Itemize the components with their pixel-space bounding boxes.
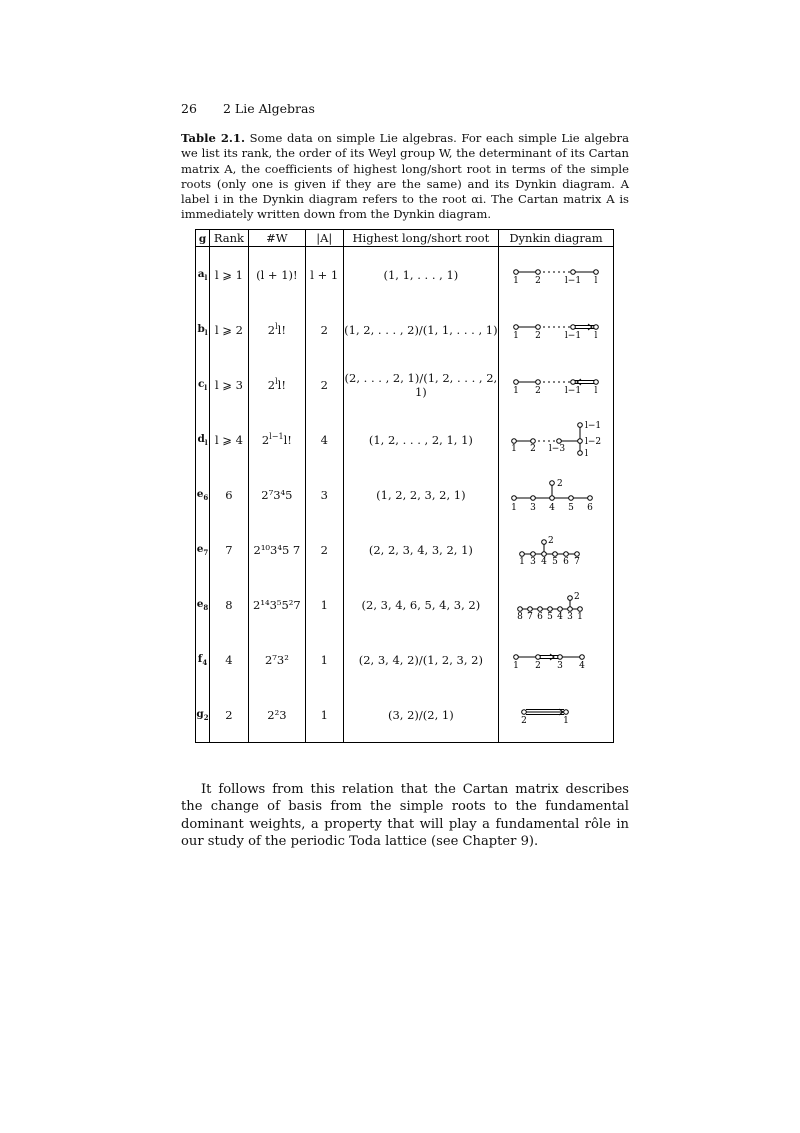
- dynkin-node: [514, 269, 519, 274]
- dynkin-label: 7: [527, 611, 533, 622]
- dynkin-node: [571, 324, 576, 329]
- dynkin-node: [550, 495, 555, 500]
- dynkin-label: l−1: [564, 275, 582, 286]
- dynkin-node: [536, 324, 541, 329]
- highest-root-cell: (1, 2, . . . , 2)/(1, 1, . . . , 1): [343, 302, 498, 357]
- dynkin-label: 2: [535, 385, 541, 396]
- dynkin-node: [514, 379, 519, 384]
- rank-cell: l ⩾ 1: [209, 247, 248, 303]
- dynkin-diagram: [504, 262, 608, 288]
- dynkin-node: [512, 438, 517, 443]
- dynkin-label: l: [585, 448, 588, 459]
- dynkin-label: 1: [511, 443, 517, 454]
- table-header-row: [196, 230, 614, 247]
- dynkin-node: [575, 551, 580, 556]
- dynkin-node: [558, 654, 563, 659]
- dynkin-label: l: [594, 385, 598, 396]
- dynkin-label: 2: [535, 660, 541, 671]
- dynkin-label: 3: [567, 611, 573, 622]
- dynkin-diagram: [504, 532, 608, 568]
- dynkin-label: 6: [537, 611, 543, 622]
- dynkin-label: 4: [541, 556, 547, 567]
- dynkin-arrow: [588, 324, 592, 330]
- dynkin-label: 2: [557, 478, 563, 489]
- dynkin-cell: [499, 247, 614, 303]
- dynkin-node: [514, 324, 519, 329]
- table-row: [196, 632, 614, 687]
- dynkin-node: [580, 654, 585, 659]
- dynkin-node: [520, 551, 525, 556]
- dynkin-node: [569, 495, 574, 500]
- dynkin-label: 1: [577, 611, 583, 622]
- dynkin-cell: [499, 412, 614, 467]
- highest-root-cell: (2, 3, 4, 2)/(1, 2, 3, 2): [343, 632, 498, 687]
- col-header: Rank: [209, 230, 248, 247]
- dynkin-label: 6: [563, 556, 569, 567]
- table-row: [196, 357, 614, 412]
- dynkin-diagram: [504, 317, 608, 343]
- rank-cell: 2: [209, 687, 248, 743]
- table-row: [196, 577, 614, 632]
- dynkin-cell: [499, 357, 614, 412]
- col-header: Highest long/short root: [343, 230, 498, 247]
- determinant-cell: 2: [305, 522, 343, 577]
- col-header: |A|: [305, 230, 343, 247]
- table-row: [196, 467, 614, 522]
- dynkin-node: [538, 606, 543, 611]
- highest-root-cell: (2, 2, 3, 4, 3, 2, 1): [343, 522, 498, 577]
- dynkin-cell: [499, 522, 614, 577]
- determinant-cell: 3: [305, 467, 343, 522]
- weyl-order-cell: 2⁷3²: [248, 632, 305, 687]
- determinant-cell: 2: [305, 302, 343, 357]
- dynkin-label: 3: [557, 660, 563, 671]
- dynkin-node: [512, 495, 517, 500]
- dynkin-label: 2: [574, 591, 580, 602]
- dynkin-node: [518, 606, 523, 611]
- dynkin-diagram: [504, 476, 608, 514]
- dynkin-label: l−2: [585, 436, 602, 447]
- weyl-order-cell: 2$^l$l!: [248, 357, 305, 412]
- dynkin-node: [531, 551, 536, 556]
- dynkin-node: [594, 269, 599, 274]
- dynkin-label: 1: [513, 385, 519, 396]
- dynkin-label: 8: [517, 611, 523, 622]
- algebra-cell: $e_6$: [196, 467, 210, 522]
- dynkin-cell: [499, 467, 614, 522]
- dynkin-node: [536, 269, 541, 274]
- dynkin-node: [588, 495, 593, 500]
- highest-root-cell: (2, 3, 4, 6, 5, 4, 3, 2): [343, 577, 498, 632]
- dynkin-node: [553, 551, 558, 556]
- highest-root-cell: (1, 2, . . . , 2, 1, 1): [343, 412, 498, 467]
- dynkin-label: l−3: [548, 443, 566, 454]
- dynkin-node: [528, 606, 533, 611]
- dynkin-cell: [499, 302, 614, 357]
- dynkin-node: [522, 709, 527, 714]
- dynkin-label: 6: [587, 502, 593, 513]
- weyl-order-cell: 2⁷3⁴5: [248, 467, 305, 522]
- dynkin-label: 1: [513, 275, 519, 286]
- rank-cell: 6: [209, 467, 248, 522]
- dynkin-node: [531, 438, 536, 443]
- dynkin-diagram: [504, 587, 608, 623]
- caption-label: Table 2.1.: [181, 131, 246, 145]
- table-row: [196, 522, 614, 577]
- table-row: [196, 247, 614, 303]
- rank-cell: l ⩾ 3: [209, 357, 248, 412]
- dynkin-label: l−1: [564, 385, 582, 396]
- dynkin-node: [558, 606, 563, 611]
- dynkin-node: [578, 438, 583, 443]
- dynkin-label: l: [594, 275, 598, 286]
- dynkin-label: 1: [511, 502, 517, 513]
- dynkin-label: 2: [535, 275, 541, 286]
- dynkin-cell: [499, 687, 614, 743]
- dynkin-label: 2: [521, 715, 527, 726]
- rank-cell: 7: [209, 522, 248, 577]
- determinant-cell: 1: [305, 632, 343, 687]
- dynkin-node: [536, 654, 541, 659]
- chapter-title: 2 Lie Algebras: [223, 101, 315, 116]
- dynkin-node: [564, 709, 569, 714]
- running-header: [181, 101, 315, 116]
- determinant-cell: 2: [305, 357, 343, 412]
- dynkin-label: 1: [519, 556, 525, 567]
- dynkin-label: l−1: [564, 330, 582, 341]
- dynkin-node: [531, 495, 536, 500]
- dynkin-diagram: [504, 702, 608, 728]
- algebra-cell: $a_l$: [196, 247, 210, 303]
- dynkin-node: [564, 551, 569, 556]
- highest-root-cell: (1, 1, . . . , 1): [343, 247, 498, 303]
- weyl-order-cell: (l + 1)!: [248, 247, 305, 303]
- dynkin-node: [571, 379, 576, 384]
- determinant-cell: 1: [305, 687, 343, 743]
- dynkin-node: [548, 606, 553, 611]
- highest-root-cell: (2, . . . , 2, 1)/(1, 2, . . . , 2, 1): [343, 357, 498, 412]
- col-header: #W: [248, 230, 305, 247]
- dynkin-diagram: [504, 647, 608, 673]
- dynkin-node: [578, 450, 583, 455]
- dynkin-label: 1: [513, 330, 519, 341]
- weyl-order-cell: 2¹⁰3⁴5 7: [248, 522, 305, 577]
- dynkin-label: 3: [530, 502, 536, 513]
- algebra-cell: $e_8$: [196, 577, 210, 632]
- dynkin-cell: [499, 632, 614, 687]
- dynkin-node: [557, 438, 562, 443]
- dynkin-diagram: [504, 372, 608, 398]
- highest-root-cell: (3, 2)/(2, 1): [343, 687, 498, 743]
- rank-cell: l ⩾ 2: [209, 302, 248, 357]
- dynkin-label: l: [594, 330, 598, 341]
- lie-algebra-table: [195, 229, 614, 743]
- weyl-order-cell: $2^{l-1}l$!: [248, 412, 305, 467]
- table-row: [196, 302, 614, 357]
- col-header: g: [196, 230, 210, 247]
- rank-cell: 4: [209, 632, 248, 687]
- dynkin-label: 5: [547, 611, 553, 622]
- algebra-cell: $b_l$: [196, 302, 210, 357]
- dynkin-arrow: [577, 379, 581, 385]
- dynkin-node: [568, 606, 573, 611]
- dynkin-label: 4: [579, 660, 585, 671]
- dynkin-node: [594, 379, 599, 384]
- dynkin-label: 1: [563, 715, 569, 726]
- algebra-cell: $g_2$: [196, 687, 210, 743]
- dynkin-node: [542, 539, 547, 544]
- dynkin-cell: [499, 577, 614, 632]
- dynkin-label: 7: [574, 556, 580, 567]
- determinant-cell: 4: [305, 412, 343, 467]
- weyl-order-cell: 2$^l$l!: [248, 302, 305, 357]
- table-row: [196, 412, 614, 467]
- dynkin-label: 5: [552, 556, 558, 567]
- dynkin-label: 1: [513, 660, 519, 671]
- body-paragraph: It follows from this relation that the Cartan matrix describes the change of basis from the simple roots to the fundamental dominant weights, a property that will play a fundamental rôle in our study of the periodic Toda lattice (see Chapter 9).: [181, 782, 629, 850]
- weyl-order-cell: 2²3: [248, 687, 305, 743]
- table-caption: [181, 131, 629, 223]
- dynkin-node: [568, 595, 573, 600]
- dynkin-node: [542, 551, 547, 556]
- dynkin-node: [578, 606, 583, 611]
- dynkin-arrow: [550, 654, 554, 660]
- dynkin-label: 3: [530, 556, 536, 567]
- dynkin-node: [594, 324, 599, 329]
- algebra-cell: $f_4$: [196, 632, 210, 687]
- dynkin-label: l−1: [585, 420, 602, 431]
- dynkin-node: [578, 422, 583, 427]
- determinant-cell: 1: [305, 577, 343, 632]
- dynkin-label: 4: [557, 611, 563, 622]
- col-header: Dynkin diagram: [499, 230, 614, 247]
- algebra-cell: $d_l$: [196, 412, 210, 467]
- highest-root-cell: (1, 2, 2, 3, 2, 1): [343, 467, 498, 522]
- dynkin-node: [550, 480, 555, 485]
- algebra-cell: $c_l$: [196, 357, 210, 412]
- dynkin-label: 2: [530, 443, 536, 454]
- dynkin-diagram: [504, 419, 608, 461]
- page-number: 26: [181, 101, 197, 116]
- dynkin-label: 5: [568, 502, 574, 513]
- dynkin-label: 2: [548, 535, 554, 546]
- dynkin-label: 2: [535, 330, 541, 341]
- dynkin-node: [571, 269, 576, 274]
- rank-cell: 8: [209, 577, 248, 632]
- determinant-cell: l + 1: [305, 247, 343, 303]
- caption-text: Some data on simple Lie algebras. For each simple Lie algebra we list its rank, the order of its Weyl group W, the determinant of its Cartan matrix A, the coefficients of highest long/short root in terms of the simple roots (only one is given if they are the same) and its Dynkin diagram. A label i in the Dynkin diagram refers to the root αi. The Cartan matrix A is immediately written down from the Dynkin diagram.: [181, 131, 629, 222]
- algebra-cell: $e_7$: [196, 522, 210, 577]
- dynkin-node: [514, 654, 519, 659]
- weyl-order-cell: 2¹⁴3⁵5²7: [248, 577, 305, 632]
- table-row: [196, 687, 614, 743]
- dynkin-node: [536, 379, 541, 384]
- dynkin-label: 4: [549, 502, 555, 513]
- rank-cell: l ⩾ 4: [209, 412, 248, 467]
